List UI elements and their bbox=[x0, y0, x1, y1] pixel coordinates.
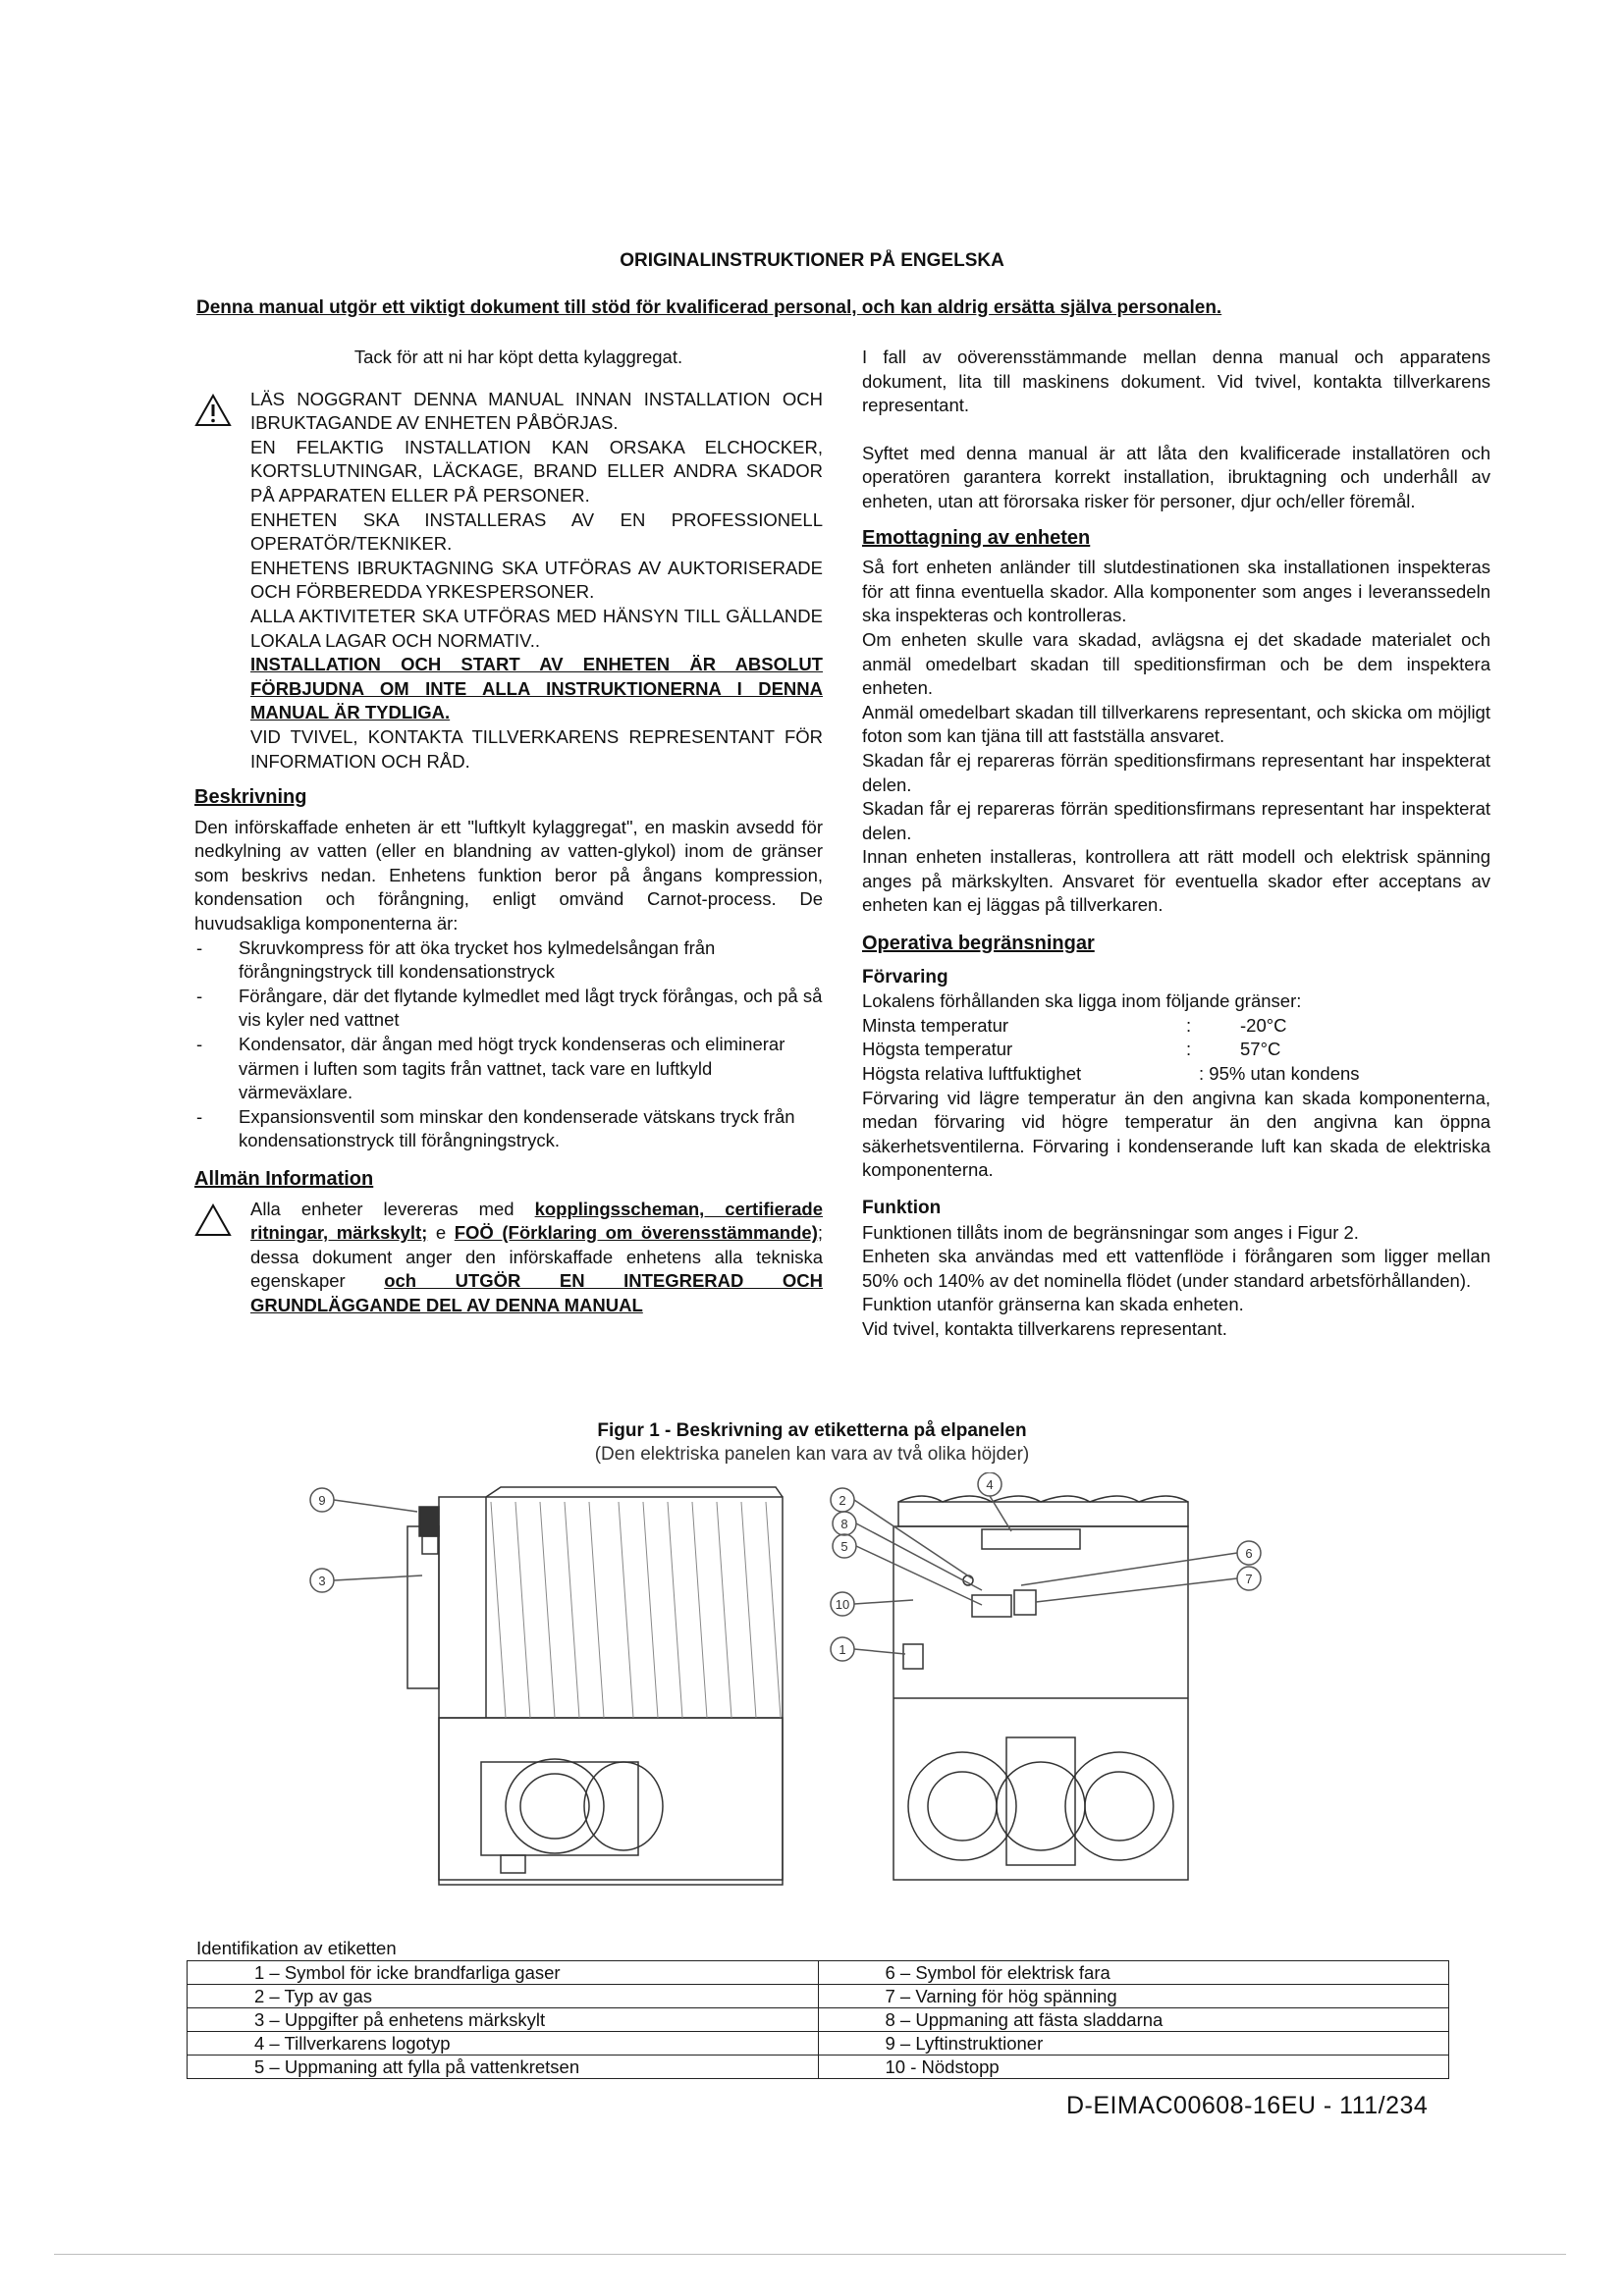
intro-discrepancy: I fall av oöverensstämmande mellan denna manual och apparatens dokument, lita till maskinens dokument. Vid tvivel, kontakta tillverkarens representant. bbox=[862, 347, 1490, 416]
allman-text: Alla enheter levereras med kopplingsscheman, certifierade ritningar, märkskylt; e FOÖ (Förklaring om överensstämmande); dessa dokument anger den införskaffade enhetens alla tekniska egenskaper och UTGÖR EN INTEGRERAD OCH GRUNDLÄGGANDE DEL AV DENNA MANUAL bbox=[250, 1198, 824, 1315]
table-cell: 9 – Lyftinstruktioner bbox=[818, 2032, 1449, 2056]
callout-label: 4 bbox=[986, 1477, 994, 1492]
table-cell: 8 – Uppmaning att fästa sladdarna bbox=[818, 2008, 1449, 2032]
allman-block bbox=[194, 1198, 823, 1318]
emottagning-text-5: Skadan får ej repareras förrän speditionsfirmans representant har inspekterat delen. bbox=[862, 798, 1490, 843]
list-item: - Skruvkompress för att öka trycket hos kylmedelsångan från förångningstryck till kondensationstryck bbox=[194, 936, 823, 985]
callout-label: 8 bbox=[840, 1517, 848, 1531]
left-column bbox=[194, 346, 823, 1318]
emottagning-heading: Emottagning av enheten bbox=[862, 526, 1091, 549]
callout-label: 3 bbox=[318, 1574, 326, 1588]
table-row bbox=[188, 1961, 1449, 1985]
forvaring-intro: Lokalens förhållanden ska ligga inom följande gränser: bbox=[862, 990, 1302, 1012]
funktion-heading: Funktion bbox=[862, 1198, 942, 1218]
callout-label: 1 bbox=[839, 1642, 846, 1657]
table-cell: 1 – Symbol för icke brandfarliga gaser bbox=[188, 1961, 819, 1985]
forvaring-heading: Förvaring bbox=[862, 966, 948, 988]
table-cell: 2 – Typ av gas bbox=[188, 1985, 819, 2008]
table-cell: 4 – Tillverkarens logotyp bbox=[188, 2032, 819, 2056]
caution-triangle-icon bbox=[194, 1203, 232, 1237]
warning-contact: VID TVIVEL, KONTAKTA TILLVERKARENS REPRESENTANT FÖR INFORMATION OCH RÅD. bbox=[250, 725, 823, 772]
operativa-heading: Operativa begränsningar bbox=[862, 933, 1095, 955]
warning-local-laws: ALLA AKTIVITETER SKA UTFÖRAS MED HÄNSYN TILL GÄLLANDE LOKALA LAGAR OCH NORMATIV.. bbox=[250, 605, 823, 651]
warning-forbidden: INSTALLATION OCH START AV ENHETEN ÄR ABSOLUT FÖRBJUDNA OM INTE ALLA INSTRUKTIONERNA I DENNA MANUAL ÄR TYDLIGA. bbox=[250, 654, 823, 723]
table-row bbox=[188, 2056, 1449, 2079]
callout-label: 7 bbox=[1245, 1572, 1253, 1586]
warning-block bbox=[194, 388, 823, 774]
components-list bbox=[194, 936, 823, 1153]
list-item: - Kondensator, där ångan med högt tryck kondenseras och eliminerar värmen i luften som tagits från vattnet, tack vare en luftkyld värmeväxlare. bbox=[194, 1033, 823, 1105]
emottagning-text-6: Innan enheten installeras, kontrollera att rätt modell och elektrisk spänning anges på märkskylten. Ansvaret för eventuella skador efter acceptans av enheten kan ej läggas på tillverkaren. bbox=[862, 846, 1490, 916]
table-row bbox=[188, 1985, 1449, 2008]
callout-label: 10 bbox=[835, 1597, 850, 1612]
table-row bbox=[188, 2032, 1449, 2056]
identification-label: Identifikation av etiketten bbox=[196, 1938, 397, 1958]
bottom-divider bbox=[54, 2254, 1566, 2255]
beskrivning-heading: Beskrivning bbox=[194, 786, 307, 809]
limit-row: Högsta temperatur : 57°C bbox=[862, 1039, 1281, 1060]
table-cell: 3 – Uppgifter på enhetens märkskylt bbox=[188, 2008, 819, 2032]
table-cell: 6 – Symbol för elektrisk fara bbox=[818, 1961, 1449, 1985]
list-item: - Expansionsventil som minskar den kondenserade vätskans tryck från kondensationstryck till förångningstryck. bbox=[194, 1105, 823, 1153]
identification-table bbox=[187, 1960, 1449, 2079]
funktion-text-2: Enheten ska användas med ett vattenflöde i förångaren som ligger mellan 50% och 140% av det nominella flödet (under standard arbetsförhållanden). bbox=[862, 1246, 1490, 1291]
table-row bbox=[188, 2008, 1449, 2032]
limit-row: Minsta temperatur : -20°C bbox=[862, 1014, 1287, 1036]
emottagning-text-3: Anmäl omedelbart skadan till tillverkarens representant, och skicka om möjligt foton som kan tjäna till att fastställa ansvaret. bbox=[862, 701, 1490, 747]
chiller-front-view bbox=[893, 1496, 1188, 1880]
forvaring-text: Förvaring vid lägre temperatur än den angivna kan skada komponenterna, medan förvaring vid högre temperatur än den angivna kan öppna säkerhetsventilerna. Förvaring i kondenserande luft kan skada de elektriska komponenterna. bbox=[862, 1087, 1490, 1181]
funktion-text-3: Funktion utanför gränserna kan skada enheten. bbox=[862, 1294, 1244, 1315]
table-cell: 10 - Nödstopp bbox=[818, 2056, 1449, 2079]
chiller-label-diagram bbox=[295, 1472, 1306, 1895]
warning-read-manual: LÄS NOGGRANT DENNA MANUAL INNAN INSTALLATION OCH IBRUKTAGANDE AV ENHETEN PÅBÖRJAS. bbox=[250, 388, 823, 434]
callout-label: 9 bbox=[318, 1493, 326, 1508]
callout-label: 2 bbox=[839, 1493, 846, 1508]
table-cell: 7 – Varning för hög spänning bbox=[818, 1985, 1449, 2008]
figure-title: Figur 1 - Beskrivning av etiketterna på elpanelen bbox=[597, 1420, 1027, 1441]
warning-commissioning: ENHETENS IBRUKTAGNING SKA UTFÖRAS AV AUKTORISERADE OCH FÖRBEREDDA YRKESPERSONER. bbox=[250, 557, 823, 603]
warning-incorrect-installation: EN FELAKTIG INSTALLATION KAN ORSAKA ELCHOCKER, KORTSLUTNINGAR, LÄCKAGE, BRAND ELLER ANDRA SKADOR PÅ APPARATEN ELLER PÅ PERSONER. bbox=[250, 436, 823, 506]
emottagning-text-2: Om enheten skulle vara skadad, avlägsna ej det skadade materialet och anmäl omedelbart skadan till speditionsfirman och be dem inspektera enheten. bbox=[862, 628, 1490, 699]
warning-professional-installer: ENHETEN SKA INSTALLERAS AV EN PROFESSIONELL OPERATÖR/TEKNIKER. bbox=[250, 508, 823, 555]
callout-label: 5 bbox=[840, 1539, 848, 1554]
emottagning-text-1: Så fort enheten anländer till slutdestinationen ska installationen inspekteras för att finna eventuella skador. Alla komponenter som anges i leveranssedeln ska inspekteras och kontrolleras. bbox=[862, 557, 1490, 626]
callout-label: 6 bbox=[1245, 1546, 1253, 1561]
funktion-text-1: Funktionen tillåts inom de begränsningar som anges i Figur 2. bbox=[862, 1221, 1359, 1243]
allman-heading: Allmän Information bbox=[194, 1168, 374, 1190]
emottagning-text-4: Skadan får ej repareras förrän speditionsfirmans representant har inspekterat delen. bbox=[862, 749, 1490, 795]
figure-subtitle: (Den elektriska panelen kan vara av två olika höjder) bbox=[594, 1444, 1030, 1465]
funktion-text-4: Vid tvivel, kontakta tillverkarens representant. bbox=[862, 1317, 1227, 1339]
thanks-text: Tack för att ni har köpt detta kylaggregat. bbox=[353, 347, 683, 367]
intro-purpose: Syftet med denna manual är att låta den kvalificerade installatören och operatören garantera korrekt installation, ibruktagning och underhåll av enheten, utan att förorsaka risker för personer, djur och/eller föremål. bbox=[862, 442, 1490, 511]
document-reference: D-EIMAC00608-16EU - 111/234 bbox=[1066, 2092, 1429, 2119]
warning-triangle-icon bbox=[194, 394, 232, 427]
right-column bbox=[862, 346, 1490, 1342]
chiller-side-view bbox=[407, 1487, 783, 1885]
page-title: ORIGINALINSTRUKTIONER PÅ ENGELSKA bbox=[620, 250, 1004, 271]
beskrivning-text: Den införskaffade enheten är ett "luftkylt kylaggregat", en maskin avsedd för nedkylning av vatten (eller en blandning av vatten-glykol) inom de gränser som beskrivs nedan. Enhetens funktion beror på ångans kompression, kondensation och förångning, enligt omvänd Carnot-process. De huvudsakliga komponenterna är: bbox=[194, 816, 823, 934]
table-cell: 5 – Uppmaning att fylla på vattenkretsen bbox=[188, 2056, 819, 2079]
callouts bbox=[310, 1472, 1261, 1661]
list-item: - Förångare, där det flytande kylmedlet med lågt tryck förångas, och på så vis kyler ned vattnet bbox=[194, 985, 823, 1033]
page-subtitle: Denna manual utgör ett viktigt dokument till stöd för kvalificerad personal, och kan aldrig ersätta själva personalen. bbox=[196, 297, 1222, 318]
humidity-row: Högsta relativa luftfuktighet : 95% utan kondens bbox=[862, 1063, 1360, 1085]
